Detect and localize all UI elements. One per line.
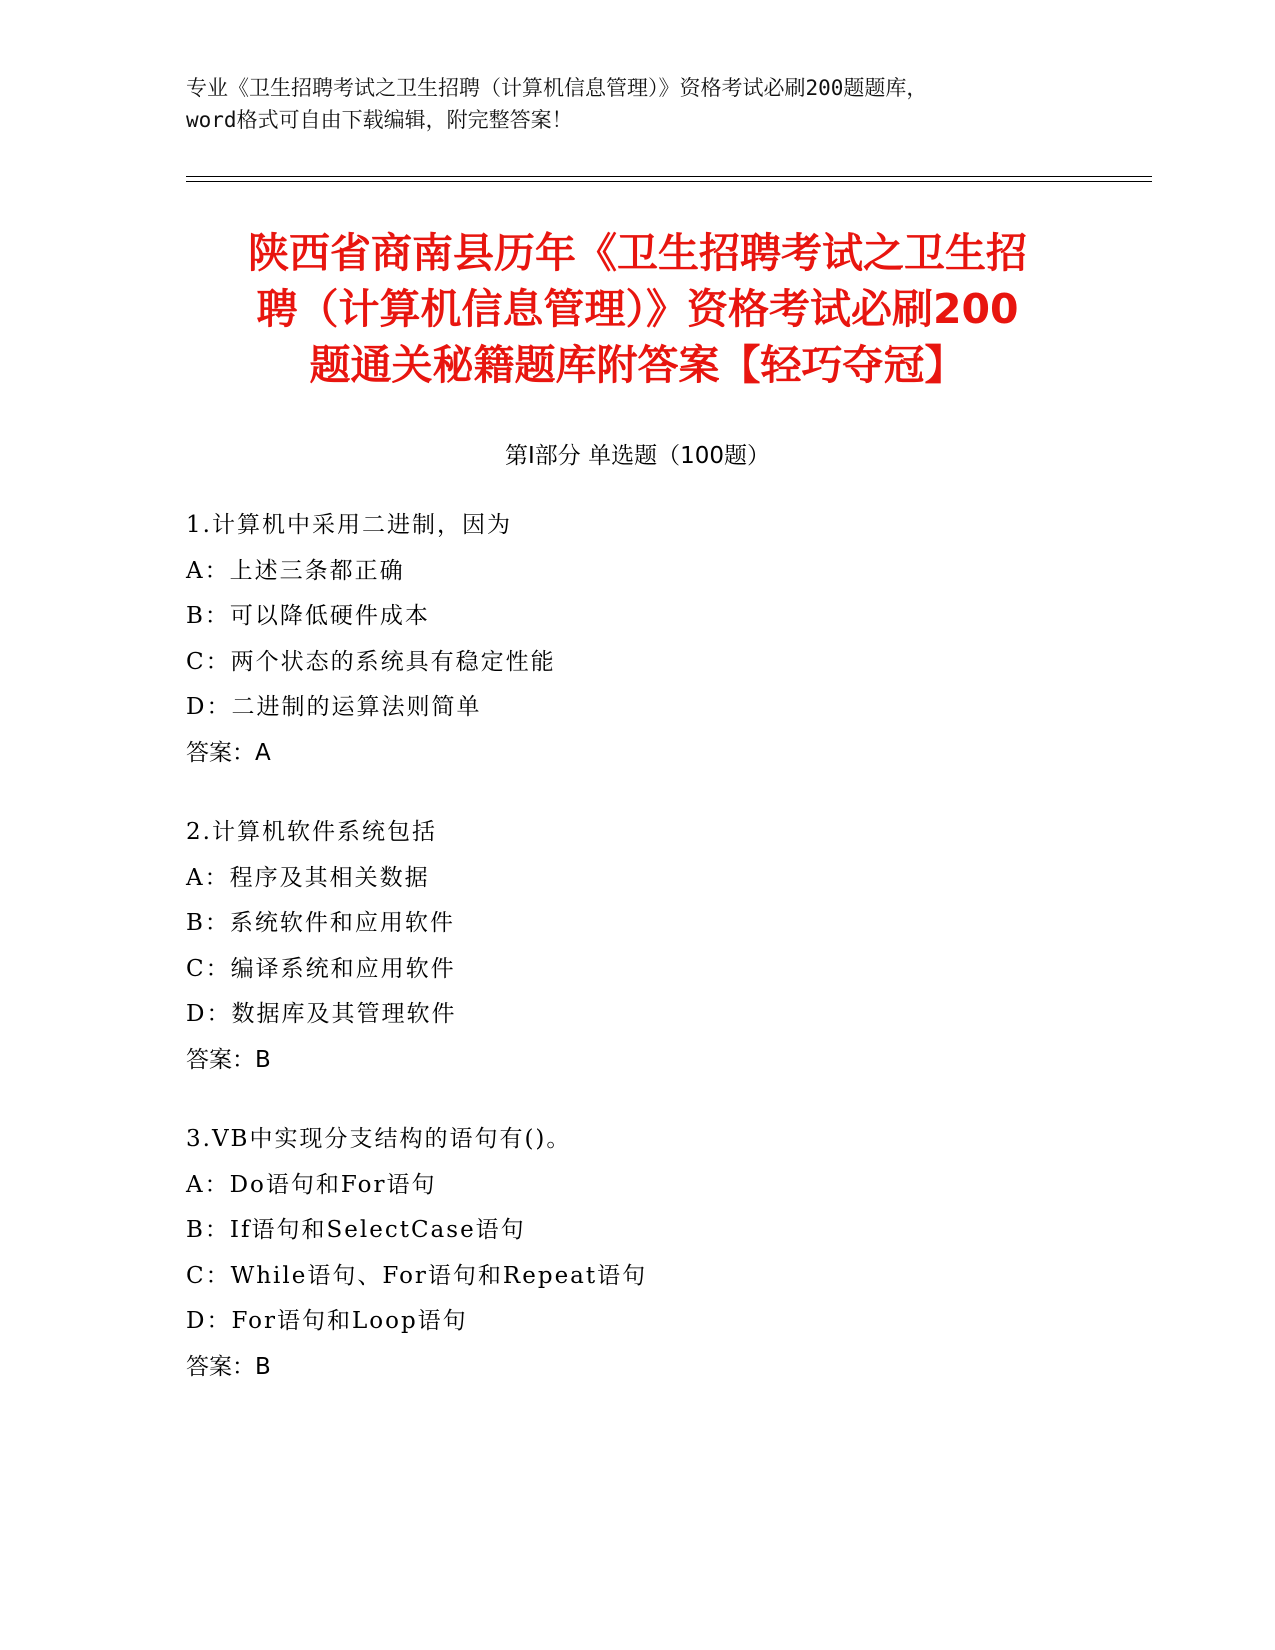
title-line-3: 题通关秘籍题库附答案【轻巧夺冠】 <box>309 341 966 389</box>
title-line-1: 陕西省商南县历年《卫生招聘考试之卫生招 <box>248 229 1027 277</box>
header-note <box>186 72 1086 136</box>
question-3 <box>186 1117 647 1390</box>
answer-text: 答案：B <box>186 1353 271 1380</box>
header-note-line-2: word格式可自由下载编辑，附完整答案！ <box>186 108 573 132</box>
option-c: C：两个状态的系统具有稳定性能 <box>186 648 556 675</box>
option-c: C：While语句、For语句和Repeat语句 <box>186 1262 648 1289</box>
option-c: C：编译系统和应用软件 <box>186 955 456 982</box>
option-a: A：上述三条都正确 <box>186 557 405 584</box>
header-divider-bottom <box>186 181 1152 182</box>
header-note-line-1: 专业《卫生招聘考试之卫生招聘（计算机信息管理）》资格考试必刷200题题库， <box>186 76 928 100</box>
option-b: B：If语句和SelectCase语句 <box>186 1217 526 1243</box>
section-heading: 第I部分 单选题（100题） <box>505 443 770 469</box>
option-a: A：程序及其相关数据 <box>186 864 430 891</box>
question-2 <box>186 810 456 1083</box>
answer-text: 答案：B <box>186 1046 271 1073</box>
header-divider-top <box>186 176 1152 177</box>
option-d: D：For语句和Loop语句 <box>186 1308 468 1334</box>
document-title <box>180 225 1095 393</box>
question-stem: 2.计算机软件系统包括 <box>186 819 437 845</box>
question-stem: 3.VB中实现分支结构的语句有()。 <box>186 1126 572 1152</box>
option-d: D：二进制的运算法则简单 <box>186 694 482 720</box>
question-1 <box>186 503 556 776</box>
option-b: B：系统软件和应用软件 <box>186 910 455 936</box>
option-b: B：可以降低硬件成本 <box>186 603 430 629</box>
option-a: A：Do语句和For语句 <box>186 1171 437 1198</box>
question-stem: 1.计算机中采用二进制，因为 <box>186 512 512 538</box>
option-d: D：数据库及其管理软件 <box>186 1001 457 1027</box>
answer-text: 答案：A <box>186 739 271 766</box>
title-line-2: 聘（计算机信息管理）》资格考试必刷200 <box>256 285 1019 333</box>
